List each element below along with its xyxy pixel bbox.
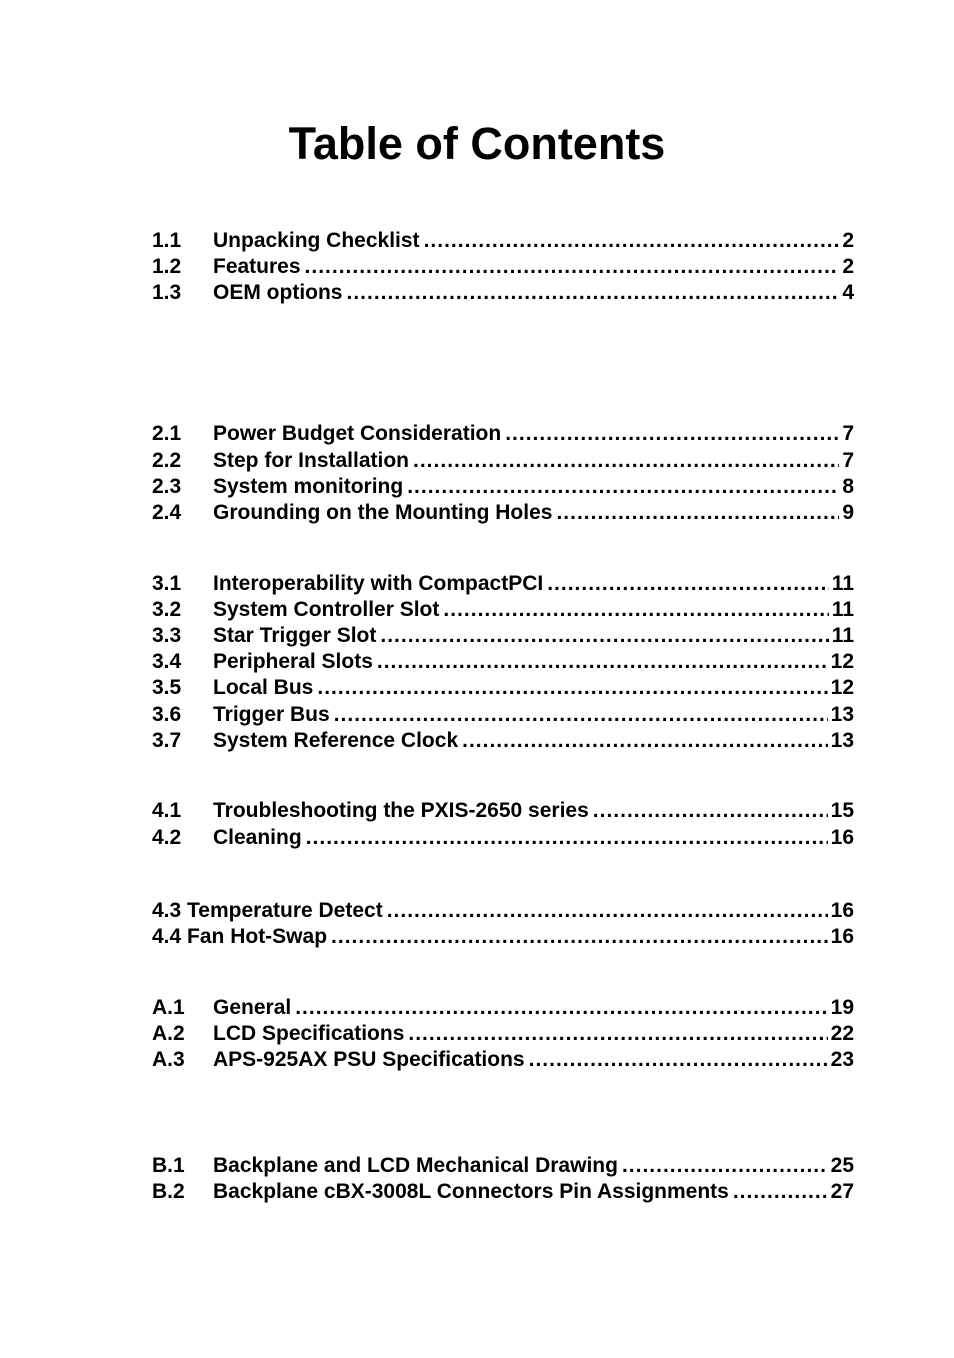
toc-entry[interactable] bbox=[152, 228, 854, 254]
toc-entry[interactable] bbox=[152, 623, 854, 649]
toc-entry[interactable] bbox=[152, 924, 854, 950]
toc-entry-number: A.2 bbox=[152, 1022, 185, 1045]
toc-entry[interactable] bbox=[152, 474, 854, 500]
toc-entry-title: Peripheral Slots bbox=[213, 650, 373, 673]
toc-entry[interactable] bbox=[152, 995, 854, 1021]
toc-entry-number: 2.2 bbox=[152, 449, 182, 472]
toc-entry-number: 3.2 bbox=[152, 598, 182, 621]
toc-entry-title: General bbox=[213, 996, 292, 1019]
toc-entry-number: 4.1 bbox=[152, 799, 182, 822]
toc-dot-leader bbox=[547, 571, 829, 597]
toc-entry-number: 3.4 bbox=[152, 650, 182, 673]
toc-entry-page: 27 bbox=[830, 1180, 854, 1203]
toc-entry-page: 16 bbox=[830, 826, 854, 849]
toc-entry[interactable] bbox=[152, 798, 854, 824]
toc-entry-page: 13 bbox=[830, 729, 854, 752]
toc-dot-leader bbox=[424, 228, 840, 254]
toc-entry-page: 15 bbox=[830, 799, 854, 822]
toc-entry-number: 3.1 bbox=[152, 572, 182, 595]
toc-entry[interactable] bbox=[152, 421, 854, 447]
toc-entry-title: Backplane and LCD Mechanical Drawing bbox=[213, 1154, 618, 1177]
toc-dot-leader bbox=[556, 500, 839, 526]
toc-entry-page: 12 bbox=[830, 676, 854, 699]
toc-entry-title: Backplane cBX-3008L Connectors Pin Assignments bbox=[213, 1180, 729, 1203]
toc-entry[interactable] bbox=[152, 1021, 854, 1047]
toc-entry-title: 4.3 Temperature Detect bbox=[152, 899, 383, 922]
toc-dot-leader bbox=[306, 825, 828, 851]
toc-dot-leader bbox=[305, 254, 840, 280]
toc-dot-leader bbox=[317, 675, 827, 701]
toc-entry[interactable] bbox=[152, 649, 854, 675]
toc-entry-number: 2.1 bbox=[152, 422, 182, 445]
toc-entry-page: 9 bbox=[842, 501, 854, 524]
toc-entry-number: 2.4 bbox=[152, 501, 182, 524]
toc-entry-number: B.2 bbox=[152, 1180, 185, 1203]
toc-entry-page: 7 bbox=[842, 422, 854, 445]
toc-entry-title: APS-925AX PSU Specifications bbox=[213, 1048, 525, 1071]
toc-dot-leader bbox=[529, 1047, 828, 1073]
toc-dot-leader bbox=[331, 924, 828, 950]
toc-entry-page: 8 bbox=[842, 475, 854, 498]
toc-entry-page: 25 bbox=[830, 1154, 854, 1177]
toc-dot-leader bbox=[462, 728, 828, 754]
toc-entry-title: Step for Installation bbox=[213, 449, 410, 472]
toc-entry-page: 16 bbox=[830, 925, 854, 948]
toc-entry[interactable] bbox=[152, 1153, 854, 1179]
toc-entry-number: 2.3 bbox=[152, 475, 182, 498]
toc-entry-title: Unpacking Checklist bbox=[213, 229, 420, 252]
toc-entry-page: 19 bbox=[830, 996, 854, 1019]
toc-dot-leader bbox=[413, 448, 839, 474]
toc-entry-title: LCD Specifications bbox=[213, 1022, 405, 1045]
toc-entry[interactable] bbox=[152, 825, 854, 851]
toc-dot-leader bbox=[622, 1153, 828, 1179]
toc-dot-leader bbox=[593, 798, 828, 824]
toc-entry[interactable] bbox=[152, 571, 854, 597]
toc-entry[interactable] bbox=[152, 448, 854, 474]
toc-entry[interactable] bbox=[152, 675, 854, 701]
toc-entry-title: Trigger Bus bbox=[213, 703, 330, 726]
toc-dot-leader bbox=[380, 623, 828, 649]
toc-entry-page: 2 bbox=[842, 229, 854, 252]
toc-entry-number: 4.2 bbox=[152, 826, 182, 849]
toc-entry-page: 22 bbox=[830, 1022, 854, 1045]
toc-entry-page: 11 bbox=[831, 624, 854, 647]
toc-entry-title: Grounding on the Mounting Holes bbox=[213, 501, 553, 524]
toc-dot-leader bbox=[407, 474, 839, 500]
toc-entry-title: Power Budget Consideration bbox=[213, 422, 502, 445]
toc-entry[interactable] bbox=[152, 597, 854, 623]
toc-entry-title: Local Bus bbox=[213, 676, 314, 699]
toc-entry-title: Features bbox=[213, 255, 301, 278]
toc-dot-leader bbox=[387, 898, 828, 924]
toc-entry-number: 3.7 bbox=[152, 729, 182, 752]
toc-entry-number: 3.5 bbox=[152, 676, 182, 699]
toc-entry-title: Interoperability with CompactPCI bbox=[213, 572, 544, 595]
toc-entry-number: 1.3 bbox=[152, 281, 182, 304]
toc-entry-title: OEM options bbox=[213, 281, 343, 304]
toc-dot-leader bbox=[347, 280, 840, 306]
toc-entry-page: 16 bbox=[830, 899, 854, 922]
toc-entry-number: 1.2 bbox=[152, 255, 182, 278]
toc-entry-number: 3.6 bbox=[152, 703, 182, 726]
toc-entry-title: System Controller Slot bbox=[213, 598, 440, 621]
toc-entry-page: 7 bbox=[842, 449, 854, 472]
toc-entry-title: Star Trigger Slot bbox=[213, 624, 377, 647]
toc-entry-title: Troubleshooting the PXIS-2650 series bbox=[213, 799, 589, 822]
toc-entry[interactable] bbox=[152, 500, 854, 526]
toc-entry-page: 2 bbox=[842, 255, 854, 278]
toc-entry-number: A.3 bbox=[152, 1048, 185, 1071]
toc-entry-page: 11 bbox=[831, 598, 854, 621]
toc-entry-number: 3.3 bbox=[152, 624, 182, 647]
toc-entry-page: 23 bbox=[830, 1048, 854, 1071]
toc-entry[interactable] bbox=[152, 728, 854, 754]
toc-entry-title: System monitoring bbox=[213, 475, 404, 498]
toc-dot-leader bbox=[408, 1021, 827, 1047]
toc-entry[interactable] bbox=[152, 898, 854, 924]
toc-dot-leader bbox=[377, 649, 828, 675]
toc-entry-number: A.1 bbox=[152, 996, 185, 1019]
toc-entry-page: 4 bbox=[842, 281, 854, 304]
toc-entry[interactable] bbox=[152, 702, 854, 728]
toc-entry[interactable] bbox=[152, 1047, 854, 1073]
toc-entry-number: B.1 bbox=[152, 1154, 185, 1177]
toc-entry[interactable] bbox=[152, 254, 854, 280]
toc-dot-leader bbox=[733, 1179, 828, 1205]
toc-dot-leader bbox=[505, 421, 839, 447]
toc-entry-number: 1.1 bbox=[152, 229, 182, 252]
toc-entry[interactable] bbox=[152, 1179, 854, 1205]
toc-dot-leader bbox=[334, 702, 828, 728]
toc-entry[interactable] bbox=[152, 280, 854, 306]
toc-entry-page: 12 bbox=[830, 650, 854, 673]
toc-entry-title: System Reference Clock bbox=[213, 729, 459, 752]
toc-entry-title: Cleaning bbox=[213, 826, 302, 849]
toc-dot-leader bbox=[443, 597, 828, 623]
toc-dot-leader bbox=[295, 995, 827, 1021]
toc-entry-title: 4.4 Fan Hot-Swap bbox=[152, 925, 328, 948]
page-title: Table of Contents bbox=[288, 118, 666, 169]
toc-entry-page: 11 bbox=[831, 572, 854, 595]
toc-entry-page: 13 bbox=[830, 703, 854, 726]
